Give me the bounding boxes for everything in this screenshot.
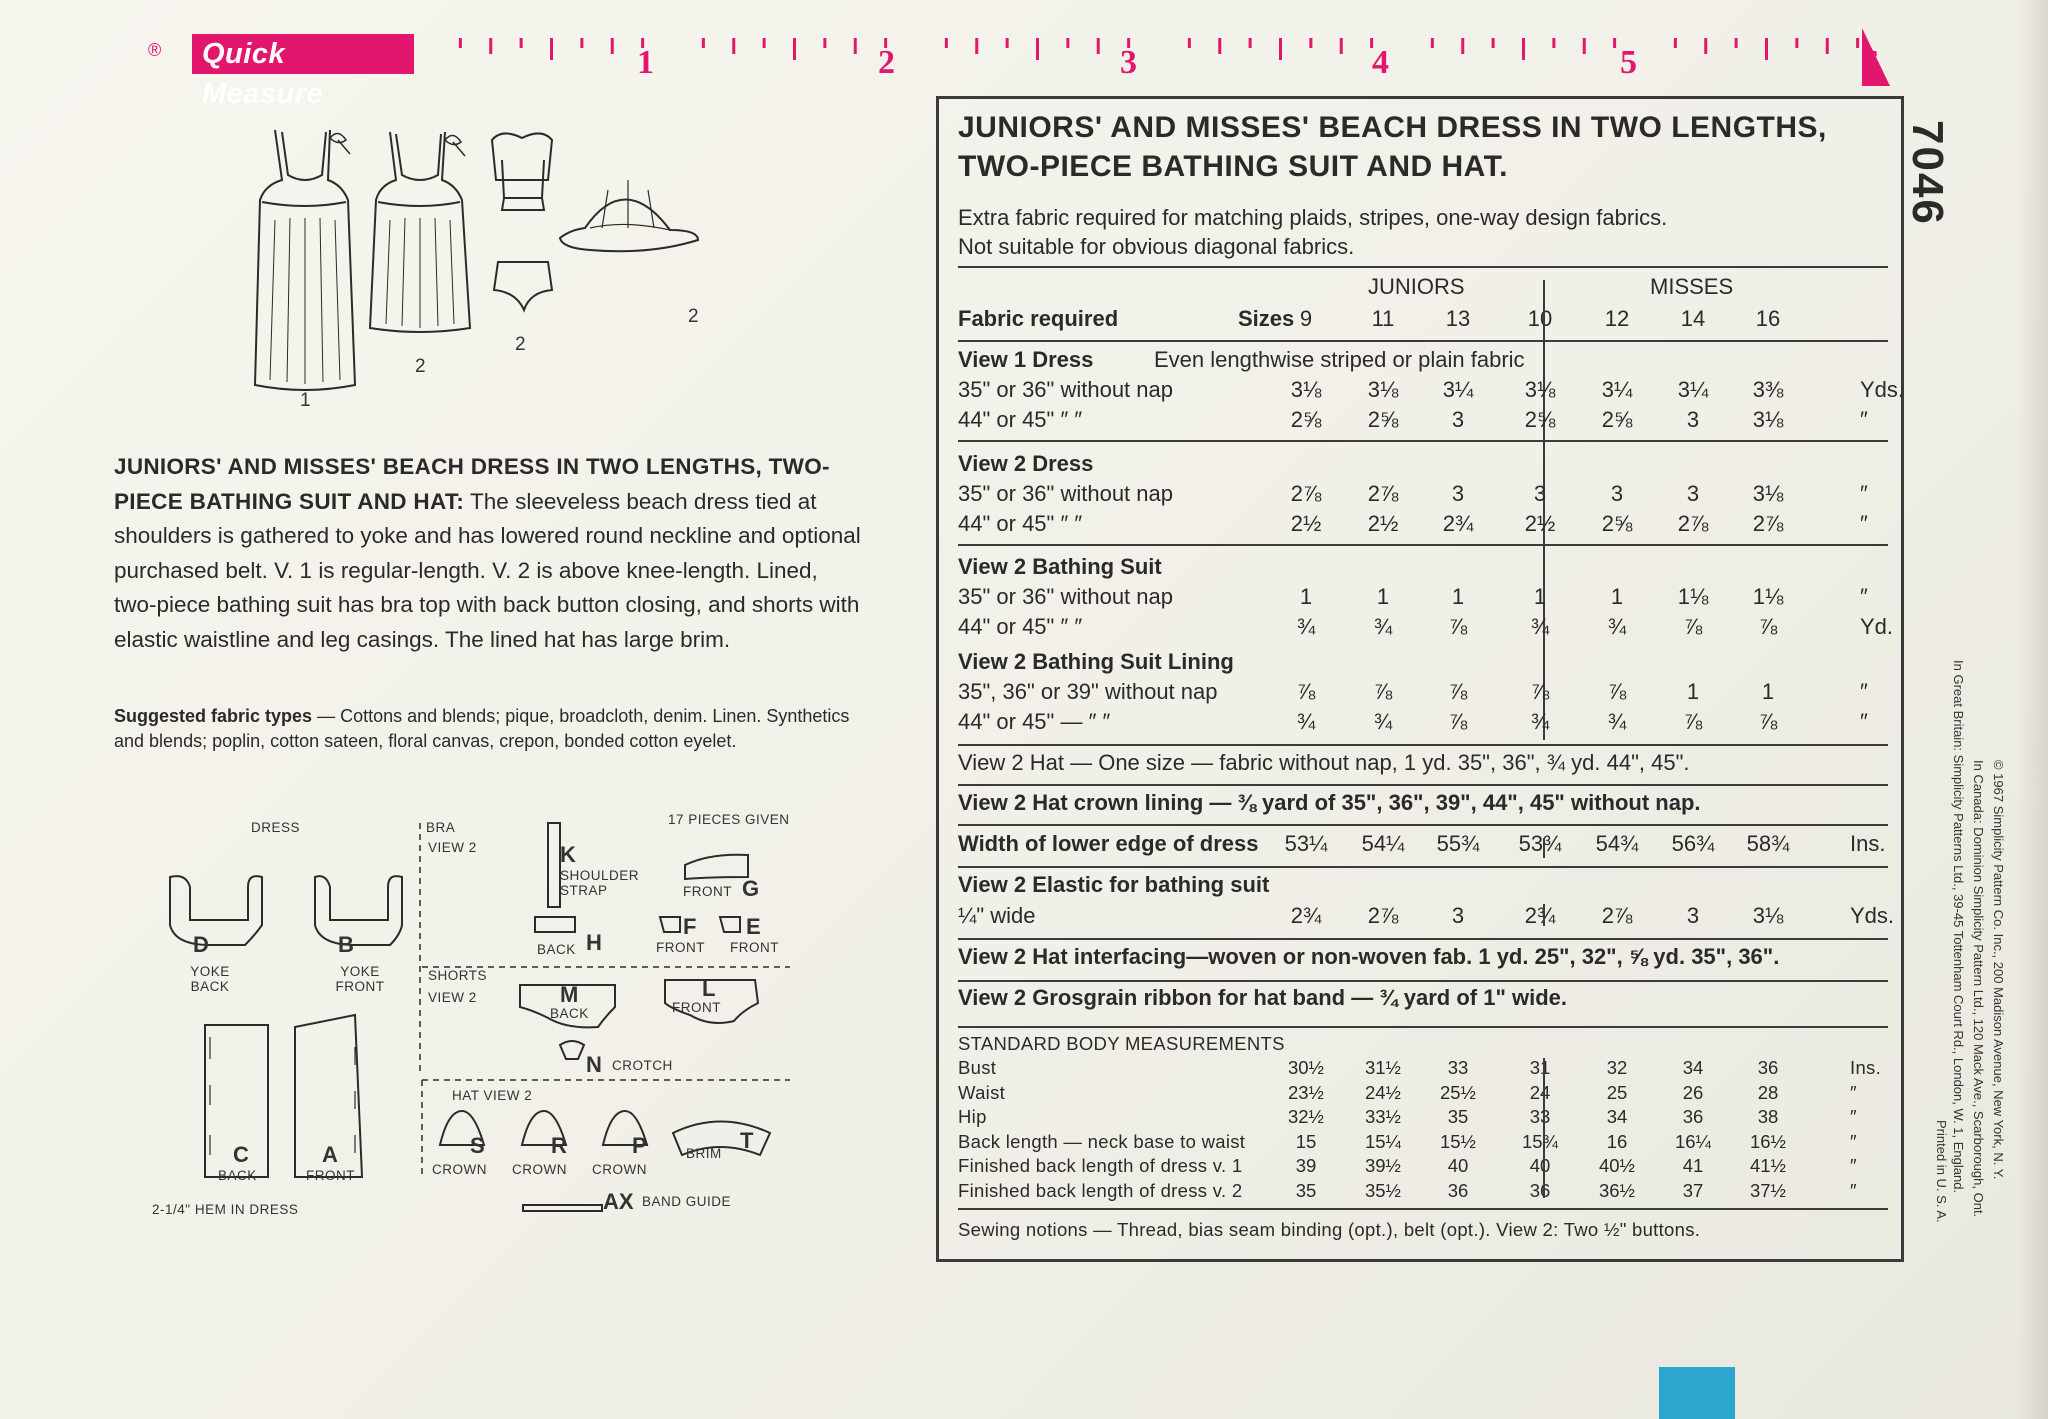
measurement-value: 25½	[1439, 1081, 1476, 1103]
piece-b-letter: B	[338, 932, 354, 957]
yardage-value: 3⅜	[1752, 377, 1784, 402]
row-divider	[958, 544, 1888, 546]
shorts-section-label: SHORTS	[428, 968, 488, 983]
rule-after-sizes	[958, 340, 1888, 342]
yardage-value: 3⅛	[1752, 407, 1784, 432]
elastic-value: 2⅞	[1601, 903, 1633, 928]
piece-c-letter: C	[233, 1142, 249, 1167]
yardage-value: 3¼	[1677, 377, 1709, 402]
measurement-value: 15½	[1439, 1130, 1476, 1152]
yardage-value: ¾	[1296, 614, 1316, 639]
size-12: 12	[1604, 306, 1630, 331]
size-14: 14	[1680, 306, 1706, 331]
yardage-line-label: 44" or 45" ″ ″	[958, 407, 1083, 432]
chart-note-line-2: Not suitable for obvious diagonal fabrics.	[958, 234, 1355, 259]
measurement-value: 15	[1295, 1130, 1317, 1152]
rule-after-note	[958, 266, 1888, 268]
crown-line: View 2 Hat crown lining — ⅜ yard of 35", 36", 39", 44", 45" without nap.	[958, 790, 1701, 815]
yardage-value: ⅞	[1373, 679, 1393, 704]
hat-line: View 2 Hat — One size — fabric without nap, 1 yd. 35", 36", ¾ yd. 44", 45".	[958, 750, 1690, 775]
piece-p-name: CROWN	[592, 1162, 647, 1177]
chart-note-line-1: Extra fabric required for matching plaids, stripes, one-way design fabrics.	[958, 205, 1668, 230]
piece-d-shape	[170, 876, 262, 945]
yardage-value: ⅞	[1758, 709, 1778, 734]
yardage-value: 3⅛	[1290, 377, 1322, 402]
piece-m-letter: M	[560, 982, 579, 1007]
width-value: 54¼	[1361, 831, 1405, 856]
elastic-value: 3⅛	[1752, 903, 1784, 928]
yardage-value: 3¼	[1442, 377, 1474, 402]
yardage-value: 2⅝	[1601, 407, 1633, 432]
fabric-types	[114, 704, 862, 753]
yardage-value: 1⅛	[1677, 584, 1709, 609]
width-unit: Ins.	[1850, 831, 1886, 856]
elastic-label: ¼" wide	[958, 903, 1036, 928]
piece-h-letter: H	[586, 930, 602, 955]
yardage-value: ¾	[1607, 614, 1627, 639]
size-16: 16	[1755, 306, 1781, 331]
measurement-value: 40½	[1598, 1155, 1635, 1176]
interfacing-line: View 2 Hat interfacing—woven or non-woven fab. 1 yd. 25", 32", ⅝ yd. 35", 36".	[958, 944, 1780, 969]
measurement-value: 24	[1529, 1081, 1551, 1103]
measurement-label: Back length — neck base to waist	[958, 1130, 1246, 1152]
bra-section-label: BRA	[426, 820, 456, 835]
piece-g-name: FRONT	[683, 884, 732, 899]
rule-before-ribbon	[958, 980, 1888, 982]
yardage-line-label: 35" or 36" without nap	[958, 481, 1173, 506]
yardage-value: ¾	[1530, 614, 1550, 639]
measurement-label: Finished back length of dress v. 2	[958, 1179, 1243, 1201]
piece-s-name: CROWN	[432, 1162, 487, 1177]
view-number-2-dress: 2	[415, 356, 427, 377]
yardage-value: 3	[1451, 481, 1465, 506]
measurement-value: 16	[1606, 1130, 1628, 1152]
measurement-value: 23½	[1287, 1081, 1324, 1103]
yardage-line-label: 44" or 45" — ″ ″	[958, 709, 1111, 734]
yardage-value: 2⅝	[1367, 407, 1399, 432]
bra-view-label: VIEW 2	[428, 840, 477, 855]
copyright-line-3: In Great Britain: Simplicity Patterns Ltd., 39-45 Tottenham Court Rd., London, W. 1, England.	[1951, 660, 1966, 1194]
measurement-value: 36	[1529, 1179, 1551, 1201]
yardage-line-label: 35" or 36" without nap	[958, 377, 1173, 402]
yardage-value: 2⅝	[1524, 407, 1556, 432]
yardage-value: 1	[1761, 679, 1775, 704]
juniors-header: JUNIORS	[1368, 274, 1465, 299]
chart-title-line-1: JUNIORS' AND MISSES' BEACH DRESS IN TWO LENGTHS,	[958, 111, 1827, 144]
yardage-value: ¾	[1373, 709, 1393, 734]
ruler-number-5: 5	[1620, 44, 1637, 81]
measurement-label: Waist	[958, 1081, 1006, 1103]
rule-before-crown	[958, 784, 1888, 786]
pieces-given-label: 17 PIECES GIVEN	[668, 812, 790, 827]
piece-n-name: CROTCH	[612, 1058, 673, 1073]
yardage-value: 2¾	[1442, 511, 1474, 536]
piece-g-shape	[685, 855, 748, 879]
yardage-value: 2⅞	[1290, 481, 1322, 506]
yardage-value: 3	[1686, 407, 1700, 432]
piece-f-letter: F	[683, 914, 697, 939]
piece-h-name: BACK	[537, 942, 576, 957]
measurement-value: 33	[1529, 1106, 1551, 1127]
piece-b-name: YOKE FRONT	[335, 964, 385, 994]
elastic-value: 2¾	[1524, 903, 1556, 928]
yardage-unit: Yd.	[1860, 614, 1894, 639]
yardage-value: 1⅛	[1752, 584, 1784, 609]
size-11: 11	[1371, 306, 1395, 331]
measurement-value: 33	[1447, 1057, 1469, 1078]
measurement-value: 35	[1447, 1106, 1469, 1127]
view-number-1: 1	[300, 390, 312, 411]
piece-m-name: BACK	[550, 1006, 589, 1021]
measurement-value: 26	[1682, 1081, 1704, 1103]
measurement-value: 16½	[1749, 1130, 1786, 1152]
measurement-value: 38	[1757, 1106, 1779, 1127]
piece-c-name: BACK	[218, 1168, 257, 1183]
measurement-unit: ″	[1850, 1130, 1857, 1152]
yardage-value: ⅞	[1448, 614, 1468, 639]
misses-header: MISSES	[1650, 274, 1734, 299]
measurement-label: Hip	[958, 1106, 987, 1127]
measurement-label: Bust	[958, 1057, 997, 1078]
ruler-number-2: 2	[878, 44, 895, 81]
elastic-value: 2¾	[1290, 903, 1322, 928]
measurement-value: 34	[1682, 1057, 1704, 1078]
yardage-unit: ″	[1860, 481, 1868, 506]
rule-before-interfacing	[958, 938, 1888, 940]
elastic-value: 3	[1686, 903, 1700, 928]
piece-r-letter: R	[551, 1133, 567, 1158]
measurement-value: 28	[1757, 1081, 1779, 1103]
piece-b-shape	[315, 876, 402, 945]
measurement-value: 15¾	[1521, 1130, 1558, 1152]
size-9: 9	[1299, 306, 1313, 331]
width-value: 54¾	[1595, 831, 1639, 856]
measurement-value: 37½	[1749, 1179, 1786, 1201]
yardage-value: ¾	[1530, 709, 1550, 734]
chart-title-line-2: TWO-PIECE BATHING SUIT AND HAT.	[958, 150, 1508, 183]
piece-n-shape	[560, 1041, 584, 1059]
yardage-unit: Yds.	[1860, 377, 1905, 402]
measurement-value: 40	[1529, 1155, 1551, 1176]
yardage-value: 3⅛	[1367, 377, 1399, 402]
yardage-line-label: 35", 36" or 39" without nap	[958, 679, 1218, 704]
ruler-number-1: 1	[637, 44, 654, 81]
yardage-value: 3	[1533, 481, 1547, 506]
quick-measure-label: Quick Measure	[192, 34, 414, 74]
measurement-value: 35½	[1364, 1179, 1401, 1201]
elastic-value: 2⅞	[1367, 903, 1399, 928]
measurement-value: 15¼	[1364, 1130, 1401, 1152]
yardage-value: 1	[1451, 584, 1465, 609]
measurement-value: 24½	[1364, 1081, 1401, 1103]
yardage-value: 2⅞	[1752, 511, 1784, 536]
registered-mark: ®	[148, 40, 162, 60]
piece-t-name: BRIM	[686, 1146, 722, 1161]
yardage-value: 2½	[1524, 511, 1556, 536]
elastic-head: View 2 Elastic for bathing suit	[958, 872, 1270, 897]
width-value: 53¾	[1518, 831, 1562, 856]
piece-p-letter: P	[632, 1133, 647, 1158]
hat-section-label: HAT VIEW 2	[452, 1088, 533, 1103]
piece-f-shape	[660, 917, 680, 932]
rule-before-width	[958, 824, 1888, 826]
garment-illustrations	[230, 110, 990, 440]
yardage-value: ⅞	[1448, 679, 1468, 704]
piece-e-name: FRONT	[730, 940, 779, 955]
size-10: 10	[1527, 306, 1553, 331]
measurement-value: 16¼	[1674, 1130, 1711, 1152]
measurement-value: 36	[1682, 1106, 1704, 1127]
measurement-value: 34	[1606, 1106, 1628, 1127]
dress-section-label: DRESS	[251, 820, 301, 835]
measurement-value: 39½	[1364, 1155, 1401, 1176]
rule-before-hat	[958, 744, 1888, 746]
measurement-value: 37	[1682, 1179, 1704, 1201]
copyright-line-1: © 1967 Simplicity Pattern Co. Inc., 200 Madison Avenue, New York, N. Y.	[1991, 760, 2006, 1180]
blue-tab	[1659, 1367, 1735, 1419]
piece-n-letter: N	[586, 1052, 602, 1077]
yardage-value: 3⅛	[1524, 377, 1556, 402]
width-value: 55¾	[1436, 831, 1480, 856]
printed-in: Printed in U. S. A.	[1934, 1120, 1949, 1223]
width-value: 56¾	[1671, 831, 1715, 856]
yardage-unit: ″	[1860, 407, 1868, 432]
measurements-divider	[1543, 1058, 1545, 1198]
yardage-row-head: View 2 Bathing Suit Lining	[958, 649, 1234, 674]
measurement-value: 32½	[1287, 1106, 1324, 1127]
yardage-line-label: 35" or 36" without nap	[958, 584, 1173, 609]
yardage-value: 2⅞	[1367, 481, 1399, 506]
piece-k-name: SHOULDER STRAP	[560, 868, 640, 898]
measurement-value: 39	[1295, 1155, 1317, 1176]
measurement-value: 36	[1447, 1179, 1469, 1201]
yardage-value: 3¼	[1601, 377, 1633, 402]
measurement-unit: ″	[1850, 1179, 1857, 1201]
elastic-divider	[1543, 904, 1545, 926]
yardage-value: 3	[1686, 481, 1700, 506]
yardage-value: 2½	[1367, 511, 1399, 536]
ruler-ticks	[0, 0, 1900, 100]
yardage-value: 2⅞	[1677, 511, 1709, 536]
yardage-value: 1	[1533, 584, 1547, 609]
ruler-number-3: 3	[1120, 44, 1137, 81]
yardage-value: ⅞	[1607, 679, 1627, 704]
measurements-title: STANDARD BODY MEASUREMENTS	[958, 1033, 1285, 1054]
piece-a-name: FRONT	[306, 1168, 355, 1183]
yardage-unit: ″	[1860, 584, 1868, 609]
measurement-unit: ″	[1850, 1106, 1857, 1127]
description-text: The sleeveless beach dress tied at shoulders is gathered to yoke and has lowered round neckline and optional purchased belt. V. 1 is regular-length. V. 2 is above knee-length. Lined, two-piece bathing suit has bra top with back button closing, and shorts with elastic waistline and leg casings. The lined hat has large brim.	[114, 488, 861, 652]
width-value: 53¼	[1284, 831, 1328, 856]
measurement-value: 25	[1606, 1081, 1628, 1103]
rule-before-elastic	[958, 866, 1888, 868]
yardage-value: 1	[1376, 584, 1390, 609]
measurement-value: 35	[1295, 1179, 1317, 1201]
measurement-label: Finished back length of dress v. 1	[958, 1155, 1243, 1176]
piece-d-letter: D	[193, 932, 209, 957]
piece-s-letter: S	[470, 1133, 485, 1158]
measurement-value: 31	[1529, 1057, 1551, 1078]
measurement-value: 36½	[1598, 1179, 1635, 1201]
yardage-line-label: 44" or 45" ″ ″	[958, 511, 1083, 536]
paper-edge-shadow	[2018, 0, 2048, 1419]
yardage-row-head: View 2 Dress	[958, 451, 1094, 476]
piece-e-shape	[720, 917, 740, 932]
yardage-value: 3	[1451, 407, 1465, 432]
copyright-line-2: In Canada: Dominion Simplicity Pattern Ltd., 120 Mack Ave., Scarborough, Ont.	[1971, 760, 1986, 1218]
measurement-unit: ″	[1850, 1155, 1857, 1176]
measurement-value: 31½	[1364, 1057, 1401, 1078]
yardage-value: 3	[1610, 481, 1624, 506]
yardage-value: ⅞	[1758, 614, 1778, 639]
yardage-line-label: 44" or 45" ″ ″	[958, 614, 1083, 639]
piece-ax-letter: AX	[603, 1189, 634, 1214]
piece-g-letter: G	[742, 876, 760, 901]
yardage-value: 2⅝	[1290, 407, 1322, 432]
piece-ax-shape	[523, 1205, 602, 1211]
piece-k-letter: K	[560, 842, 576, 867]
yardage-row-note: Even lengthwise striped or plain fabric	[1154, 347, 1525, 372]
elastic-unit: Yds.	[1850, 903, 1895, 928]
piece-t-letter: T	[740, 1128, 754, 1153]
yardage-value: ⅞	[1683, 614, 1703, 639]
width-value: 58¾	[1746, 831, 1790, 856]
piece-a-letter: A	[322, 1142, 338, 1167]
piece-l-name: FRONT	[672, 1000, 721, 1015]
ribbon-line: View 2 Grosgrain ribbon for hat band — ¾ yard of 1" wide.	[958, 985, 1568, 1010]
fabric-required-header: Fabric required	[958, 306, 1119, 331]
piece-f-name: FRONT	[656, 940, 705, 955]
rule-before-notions	[958, 1208, 1888, 1210]
yardage-value: 3⅛	[1752, 481, 1784, 506]
yardage-value: 2⅝	[1601, 511, 1633, 536]
measurement-value: 32	[1606, 1057, 1628, 1078]
rule-before-measurements	[958, 1026, 1888, 1028]
chart-note	[958, 203, 1667, 261]
yardage-value: 1	[1299, 584, 1313, 609]
measurement-value: 41	[1682, 1155, 1704, 1176]
piece-h-shape	[535, 917, 575, 932]
description-title: JUNIORS' AND MISSES' BEACH DRESS IN TWO LENGTHS, TWO-PIECE BATHING SUIT AND HAT:	[114, 454, 830, 514]
fabric-types-label: Suggested fabric types	[114, 706, 313, 726]
elastic-value: 3	[1451, 903, 1465, 928]
width-divider	[1543, 838, 1545, 858]
shorts-view-label: VIEW 2	[428, 990, 477, 1005]
piece-k-shape	[548, 823, 560, 907]
hem-note: 2-1/4" HEM IN DRESS	[152, 1202, 299, 1217]
yardage-value: ¾	[1373, 614, 1393, 639]
view-number-2-bathing-suit: 2	[515, 334, 527, 355]
yardage-value: 1	[1610, 584, 1624, 609]
yardage-unit: ″	[1860, 709, 1868, 734]
yardage-unit: ″	[1860, 679, 1868, 704]
dress-view-1-drawing	[255, 130, 355, 390]
measurement-unit: Ins.	[1850, 1057, 1882, 1078]
piece-d-name: YOKE BACK	[190, 964, 230, 994]
yardage-value: 2½	[1290, 511, 1322, 536]
pattern-description	[114, 450, 862, 657]
yardage-value: ¾	[1296, 709, 1316, 734]
yardage-value: ⅞	[1683, 709, 1703, 734]
hat-drawing	[560, 180, 698, 251]
measurement-value: 40	[1447, 1155, 1469, 1176]
ruler-number-6: 6	[1862, 44, 1879, 81]
measurement-value: 33½	[1364, 1106, 1401, 1127]
width-label: Width of lower edge of dress	[958, 831, 1259, 856]
dress-view-2-drawing	[370, 132, 470, 332]
sewing-notions: Sewing notions — Thread, bias seam binding (opt.), belt (opt.). View 2: Two ½" buttons.	[958, 1219, 1701, 1240]
sizes-header: Sizes	[1238, 306, 1295, 331]
piece-e-letter: E	[746, 914, 761, 939]
measurement-value: 41½	[1749, 1155, 1786, 1176]
ruler-number-4: 4	[1372, 44, 1389, 81]
yardage-value: ⅞	[1296, 679, 1316, 704]
measurement-value: 30½	[1287, 1057, 1324, 1078]
yardage-row-head: View 2 Bathing Suit	[958, 554, 1162, 579]
view-number-2-hat: 2	[688, 306, 700, 327]
piece-ax-name: BAND GUIDE	[642, 1194, 732, 1209]
measurement-unit: ″	[1850, 1081, 1857, 1103]
fabric-types-text: — Cottons and blends; pique, broadcloth, denim. Linen. Synthetics and blends; poplin, cotton sateen, floral canvas, crepon, bonded cotton eyelet.	[114, 706, 850, 751]
row-divider	[958, 440, 1888, 442]
yardage-value: ¾	[1607, 709, 1627, 734]
bathing-suit-drawing	[492, 133, 552, 310]
piece-r-name: CROWN	[512, 1162, 567, 1177]
yardage-value: 1	[1686, 679, 1700, 704]
yardage-unit: ″	[1860, 511, 1868, 536]
chart-title	[958, 108, 1827, 186]
yardage-row-head: View 1 Dress	[958, 347, 1094, 372]
yardage-value: ⅞	[1530, 679, 1550, 704]
piece-l-letter: L	[702, 976, 716, 1001]
size-13: 13	[1445, 306, 1471, 331]
measurement-value: 36	[1757, 1057, 1779, 1078]
pattern-number: 7046	[1903, 120, 1952, 226]
yardage-value: ⅞	[1448, 709, 1468, 734]
